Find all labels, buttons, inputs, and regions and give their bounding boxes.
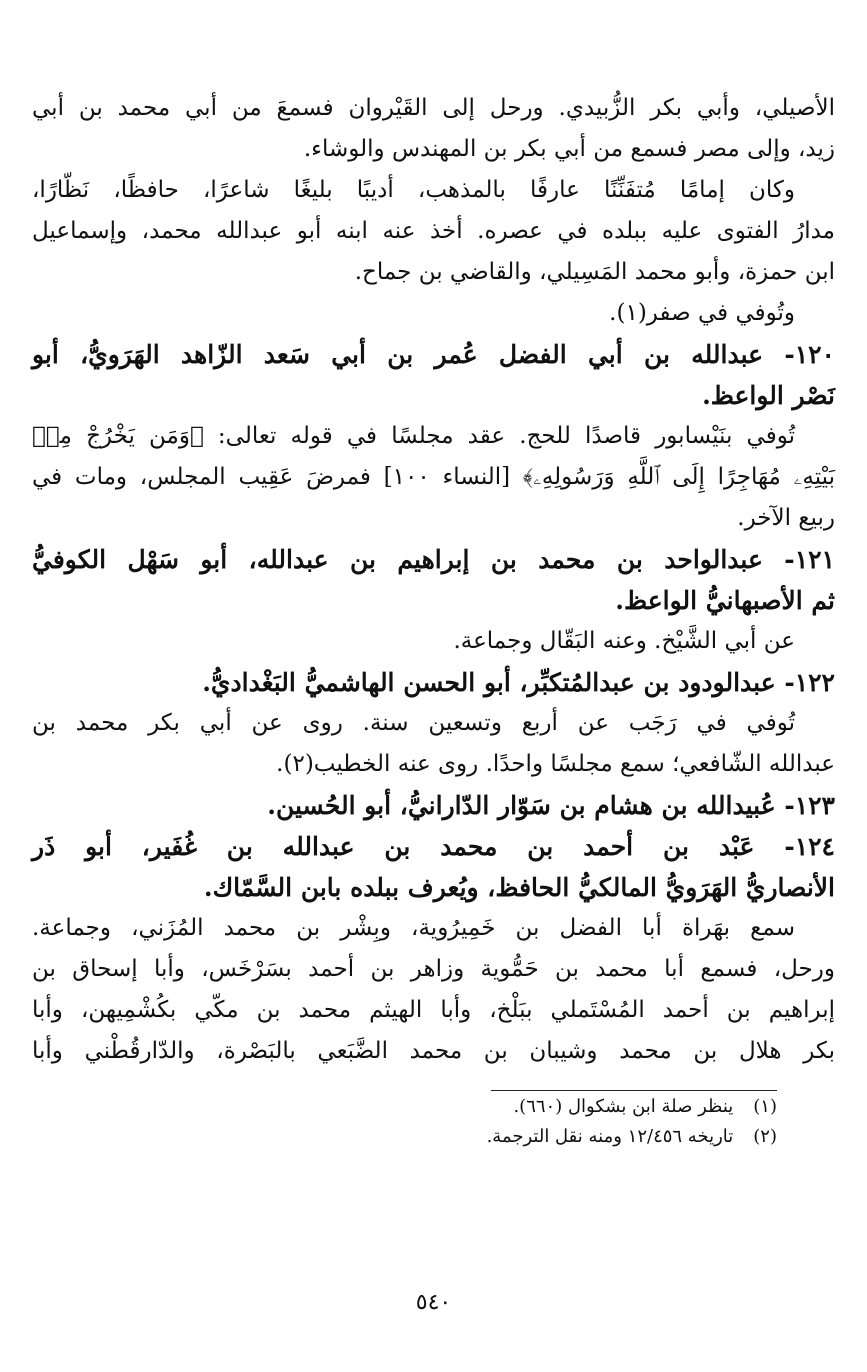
text-line: عبدالله الشّافعي؛ سمع مجلسًا واحدًا. روى عنه الخطيب(٢). <box>276 751 835 777</box>
text-line: وكان إمامًا مُتفَنِّنًا عارفًا بالمذهب، أديبًا بليغًا شاعرًا، حافظًا، نَظّارًا، <box>32 177 795 203</box>
entry-heading-123: ١٢٣- عُبيدالله بن هشام بن سَوّار الدّارانيُّ، أبو الحُسين. <box>267 791 835 820</box>
text-line: ورحل، فسمع أبا محمد بن حَمُّوية وزاهر بن أحمد بسَرْخَس، وأبا إسحاق بن <box>32 956 835 982</box>
footnote-text: تاريخه ١٢/٤٥٦ ومنه نقل الترجمة. <box>486 1126 734 1147</box>
text-line: وتُوفي في صفر(١). <box>609 300 795 326</box>
footnote-number: (٢) <box>753 1126 777 1147</box>
text-line: مدارُ الفتوى عليه ببلده في عصره. أخذ عنه ابنه أبو عبدالله محمد، وإسماعيل <box>32 218 835 244</box>
text-line: ربيع الآخر. <box>737 505 835 531</box>
page-body <box>32 88 835 1072</box>
text-line: بكر هلال بن محمد وشيبان بن محمد الضَّبَعي بالبَصْرة، والدّارقُطْني وأبا <box>32 1038 835 1064</box>
text-line: زيد، وإلى مصر فسمع من أبي بكر بن المهندس والوشاء. <box>303 136 835 162</box>
text-line: سمع بهَراة أبا الفضل بن خَمِيرُوية، وبِشْر بن محمد المُزَني، وجماعة. <box>32 915 795 941</box>
text-line: الأصيلي، وأبي بكر الزُّبيدي. ورحل إلى القَيْروان فسمعَ من أبي محمد بن أبي <box>32 95 835 121</box>
entry-heading-124-cont: الأنصاريُّ الهَرَويُّ المالكيُّ الحافظ، ويُعرف ببلده بابن السَّمّاك. <box>203 873 835 902</box>
text-line: تُوفي في رَجَب عن أربع وتسعين سنة. روى عن أبي بكر محمد بن <box>32 710 795 736</box>
footnote-divider <box>491 1090 777 1091</box>
footnote-1 <box>127 1092 777 1122</box>
text-line: تُوفي بنَيْسابور قاصدًا للحج. عقد مجلسًا في قوله تعالى: ﴿وَمَن يَخْرُجْ مِنۢ <box>32 423 795 449</box>
footnote-2 <box>127 1122 777 1152</box>
text-line: عن أبي الشَّيْخ. وعنه البَقّال وجماعة. <box>453 628 795 654</box>
footnote-text: ينظر صلة ابن بشكوال (٦٦٠). <box>513 1096 734 1117</box>
footnotes <box>127 1092 777 1152</box>
text-line: بَيْتِهِۦ مُهَاجِرًا إِلَى ٱللَّهِ وَرَسُولِهِۦ﴾ [النساء ١٠٠] فمرضَ عَقِيب المجلس، ومات في <box>32 464 835 490</box>
entry-heading-121: ١٢١- عبدالواحد بن محمد بن إبراهيم بن عبدالله، أبو سَهْل الكوفيُّ <box>32 545 835 574</box>
text-line: إبراهيم بن أحمد المُسْتَملي ببَلْخ، وأبا الهيثم محمد بن مكّي بكُشْمِيهن، وأبا <box>32 997 835 1023</box>
entry-heading-121-cont: ثم الأصبهانيُّ الواعظ. <box>615 586 835 615</box>
page-number: ٥٤٠ <box>415 1290 452 1315</box>
entry-heading-124: ١٢٤- عَبْد بن أحمد بن محمد بن عبدالله بن غُفَير، أبو ذَر <box>32 832 835 861</box>
footnote-number: (١) <box>753 1096 777 1117</box>
text-line: ابن حمزة، وأبو محمد المَسِيلي، والقاضي بن جماح. <box>354 259 835 285</box>
entry-heading-120-cont: نَصْر الواعظ. <box>702 381 835 410</box>
entry-heading-122: ١٢٢- عبدالودود بن عبدالمُتكبِّر، أبو الحسن الهاشميُّ البَغْداديُّ. <box>202 668 835 697</box>
entry-heading-120: ١٢٠- عبدالله بن أبي الفضل عُمر بن أبي سَعد الزّاهد الهَرَويُّ، أبو <box>32 340 835 369</box>
